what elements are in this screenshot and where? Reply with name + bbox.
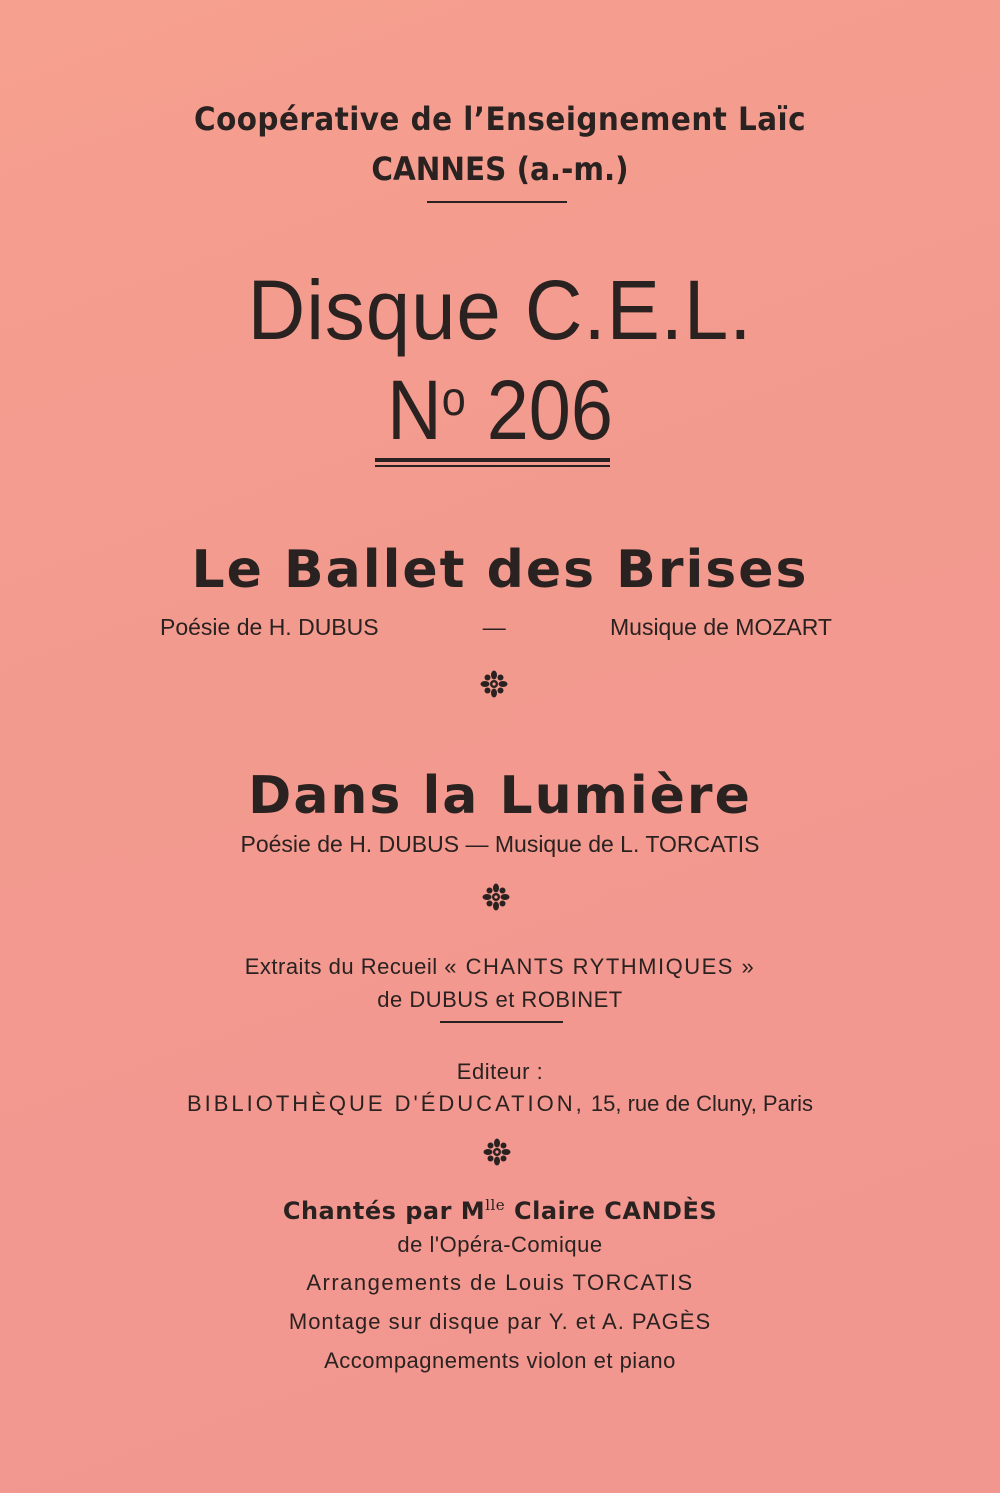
song1-music: Musique de MOZART [610, 614, 832, 640]
disc-number [50, 362, 950, 459]
publisher-address: 15, rue de Cluny, Paris [590, 1091, 814, 1116]
number-prefix: N [387, 363, 442, 457]
chantes-sup: lle [485, 1196, 506, 1214]
singer-line [0, 1196, 1000, 1225]
rosette-ornament-icon [482, 883, 510, 911]
rosette-ornament-icon [483, 1138, 511, 1166]
authors-underline [440, 1021, 563, 1023]
cooperative-name: Coopérative de l’Enseignement Laïc [193, 100, 807, 138]
song1-title: Le Ballet des Brises [191, 540, 809, 600]
publisher-name: BIBLIOTHÈQUE D'ÉDUCATION, [186, 1091, 585, 1116]
song1-credits [160, 614, 832, 641]
montage-line: Montage sur disque par Y. et A. PAGÈS [288, 1309, 712, 1334]
singer-name: Claire CANDÈS [514, 1197, 718, 1225]
header-underline [427, 201, 567, 203]
song2-title: Dans la Lumière [248, 766, 752, 826]
song1-separator: — [482, 614, 506, 640]
location: CANNES (a.-m.) [371, 150, 629, 188]
chantes-prefix: Chantés par M [282, 1197, 486, 1225]
accompaniment-line: Accompagnements violon et piano [324, 1348, 676, 1373]
collection-name: « CHANTS RYTHMIQUES » [444, 954, 756, 979]
extraits-prefix: Extraits du Recueil [244, 954, 438, 979]
number-underline-thin [375, 465, 610, 467]
song1-poetry: Poésie de H. DUBUS [160, 614, 379, 640]
opera-line: de l'Opéra-Comique [397, 1232, 603, 1257]
rosette-ornament-icon [480, 670, 508, 698]
publisher-line [0, 1091, 1000, 1117]
source-collection [0, 954, 1000, 980]
number-value: 206 [486, 363, 613, 457]
source-authors: de DUBUS et ROBINET [377, 987, 623, 1012]
number-sup: o [441, 373, 466, 426]
number-underline-thick [375, 458, 610, 462]
disc-label: Disque C.E.L. [247, 263, 753, 357]
arrangements-line: Arrangements de Louis TORCATIS [306, 1270, 694, 1295]
publisher-label: Editeur : [456, 1059, 544, 1084]
song2-credits: Poésie de H. DUBUS — Musique de L. TORCATIS [240, 831, 760, 857]
